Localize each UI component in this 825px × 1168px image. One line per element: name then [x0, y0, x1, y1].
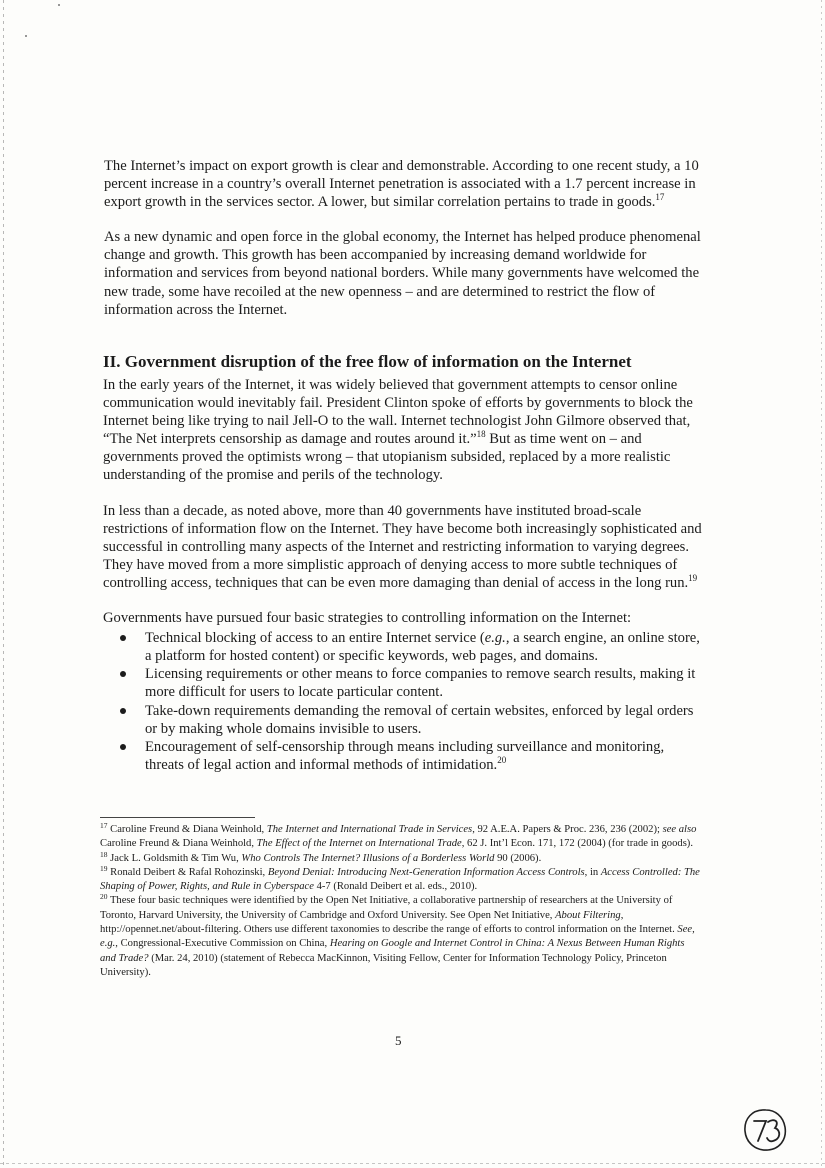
paragraph-export-growth: The Internet’s impact on export growth is clear and demonstrable. According to one recent study, a 10 percent increase in a country’s overall Internet penetration is associated with a 1.7 percent increase in export growth in the services sector. A lower, but similar correlation pertains to trade in goods.$^{17}$	[104, 158, 699, 211]
footnote-ref-17: 17	[655, 192, 665, 203]
section-body	[103, 376, 703, 774]
footnote-ref-18: 18	[476, 429, 486, 440]
paragraph-early-years: In the early years of the Internet, it was widely believed that government attempts to censor online communication would inevitably fail. President Clinton spoke of efforts by governments to block the Internet being like trying to nail Jell-O to the wall. Internet technologist John Gilmore observed that, “The Net interprets censorship as damage and routes around it.”$^{18}$ But as time went on – and governments proved the optimists wrong – that utopianism subsided, replaced by a more realistic understanding of the promise and perils of the technology.	[103, 377, 693, 484]
footnote-17: $^{17}$ Caroline Freund & Diana Weinhold, The Internet and International Trade in Services, 92 A.E.A. Papers & Proc. 236, 236 (2002); see also Caroline Freund & Diana Weinhold, The Effect of the Internet on International Trade, 62 J. Int’l Econ. 171, 172 (2004) (for trade in goods).	[100, 821, 697, 850]
scan-edge-right	[821, 0, 822, 1168]
scan-edge-bottom	[0, 1163, 825, 1164]
footnote-ref-19: 19	[688, 572, 698, 583]
paragraph-dynamic-force: As a new dynamic and open force in the global economy, the Internet has helped produce phenomenal change and growth. This growth has been accompanied by increasing demand worldwide for information and services from beyond national borders. While many governments have welcomed the new trade, some have recoiled at the new openness – and are determined to restrict the flow of information across the Internet.	[104, 229, 701, 318]
footnote-divider	[100, 817, 255, 818]
handwritten-page-stamp	[742, 1107, 788, 1153]
bullet-icon	[120, 708, 126, 714]
bullet-icon	[120, 635, 126, 641]
scan-edge-left	[3, 0, 4, 1168]
bullet-icon	[120, 671, 126, 677]
footnote-19: $^{19}$ Ronald Deibert & Rafal Rohozinski, Beyond Denial: Introducing Next-Generation Information Access Controls, in Access Controlled: The Shaping of Power, Rights, and Rule in Cyberspace 4-7 (Ronald Deibert et al. eds., 2010).	[100, 863, 700, 893]
paragraph-four-strategies: Governments have pursued four basic strategies to controlling information on the Internet:	[103, 610, 632, 627]
paragraph-less-than-decade: In less than a decade, as noted above, more than 40 governments have instituted broad-scale restrictions of information flow on the Internet. They have become both increasingly sophisticated and successful in controlling many aspects of the Internet and restricting information to varying degrees. They have moved from a more simplistic approach of denying access to more subtle techniques of controlling access, techniques that can be even more damaging than denial of access in the long run.$^{19}$	[103, 502, 702, 591]
list-item: Encouragement of self-censorship through means including surveillance and monitoring, threats of legal action and informal methods of intimidation.$^{20}$	[103, 738, 703, 774]
scan-speck	[58, 4, 60, 6]
footnote-20: $^{20}$ These four basic techniques were identified by the Open Net Initiative, a collaborative partnership of researchers at the University of Toronto, Harvard University, the University of Cambridge and Oxford University. See Open Net Initiative, About Filtering, http://opennet.net/about-filtering. Others use different taxonomies to describe the range of efforts to control information on the Internet. See, e.g., Congressional-Executive Commission on China, Hearing on Google and Internet Control in China: A Nexus Between Human Rights and Trade? (Mar. 24, 2010) (statement of Rebecca MacKinnon, Visiting Fellow, Center for Information Technology Policy, Princeton University).	[100, 892, 695, 978]
intro-paragraphs	[104, 157, 704, 336]
bullet-icon	[120, 744, 126, 750]
footnote-ref-20: 20	[497, 754, 507, 765]
section-heading: II. Government disruption of the free flow of information on the Internet	[103, 352, 632, 371]
list-item: Take-down requirements demanding the removal of certain websites, enforced by legal orders or by making whole domains invisible to users.	[103, 702, 703, 738]
page-number: 5	[395, 1033, 402, 1048]
strategy-list	[103, 629, 703, 774]
list-item: Technical blocking of access to an entire Internet service (e.g., a search engine, an online store, a platform for hosted content) or specific keywords, web pages, and domains.	[103, 629, 703, 665]
scan-speck	[25, 35, 27, 37]
footnotes	[100, 823, 700, 980]
footnote-18: $^{18}$ Jack L. Goldsmith & Tim Wu, Who Controls The Internet? Illusions of a Borderless World 90 (2006).	[100, 849, 542, 864]
list-item: Licensing requirements or other means to force companies to remove search results, making it more difficult for users to locate particular content.	[103, 665, 703, 701]
